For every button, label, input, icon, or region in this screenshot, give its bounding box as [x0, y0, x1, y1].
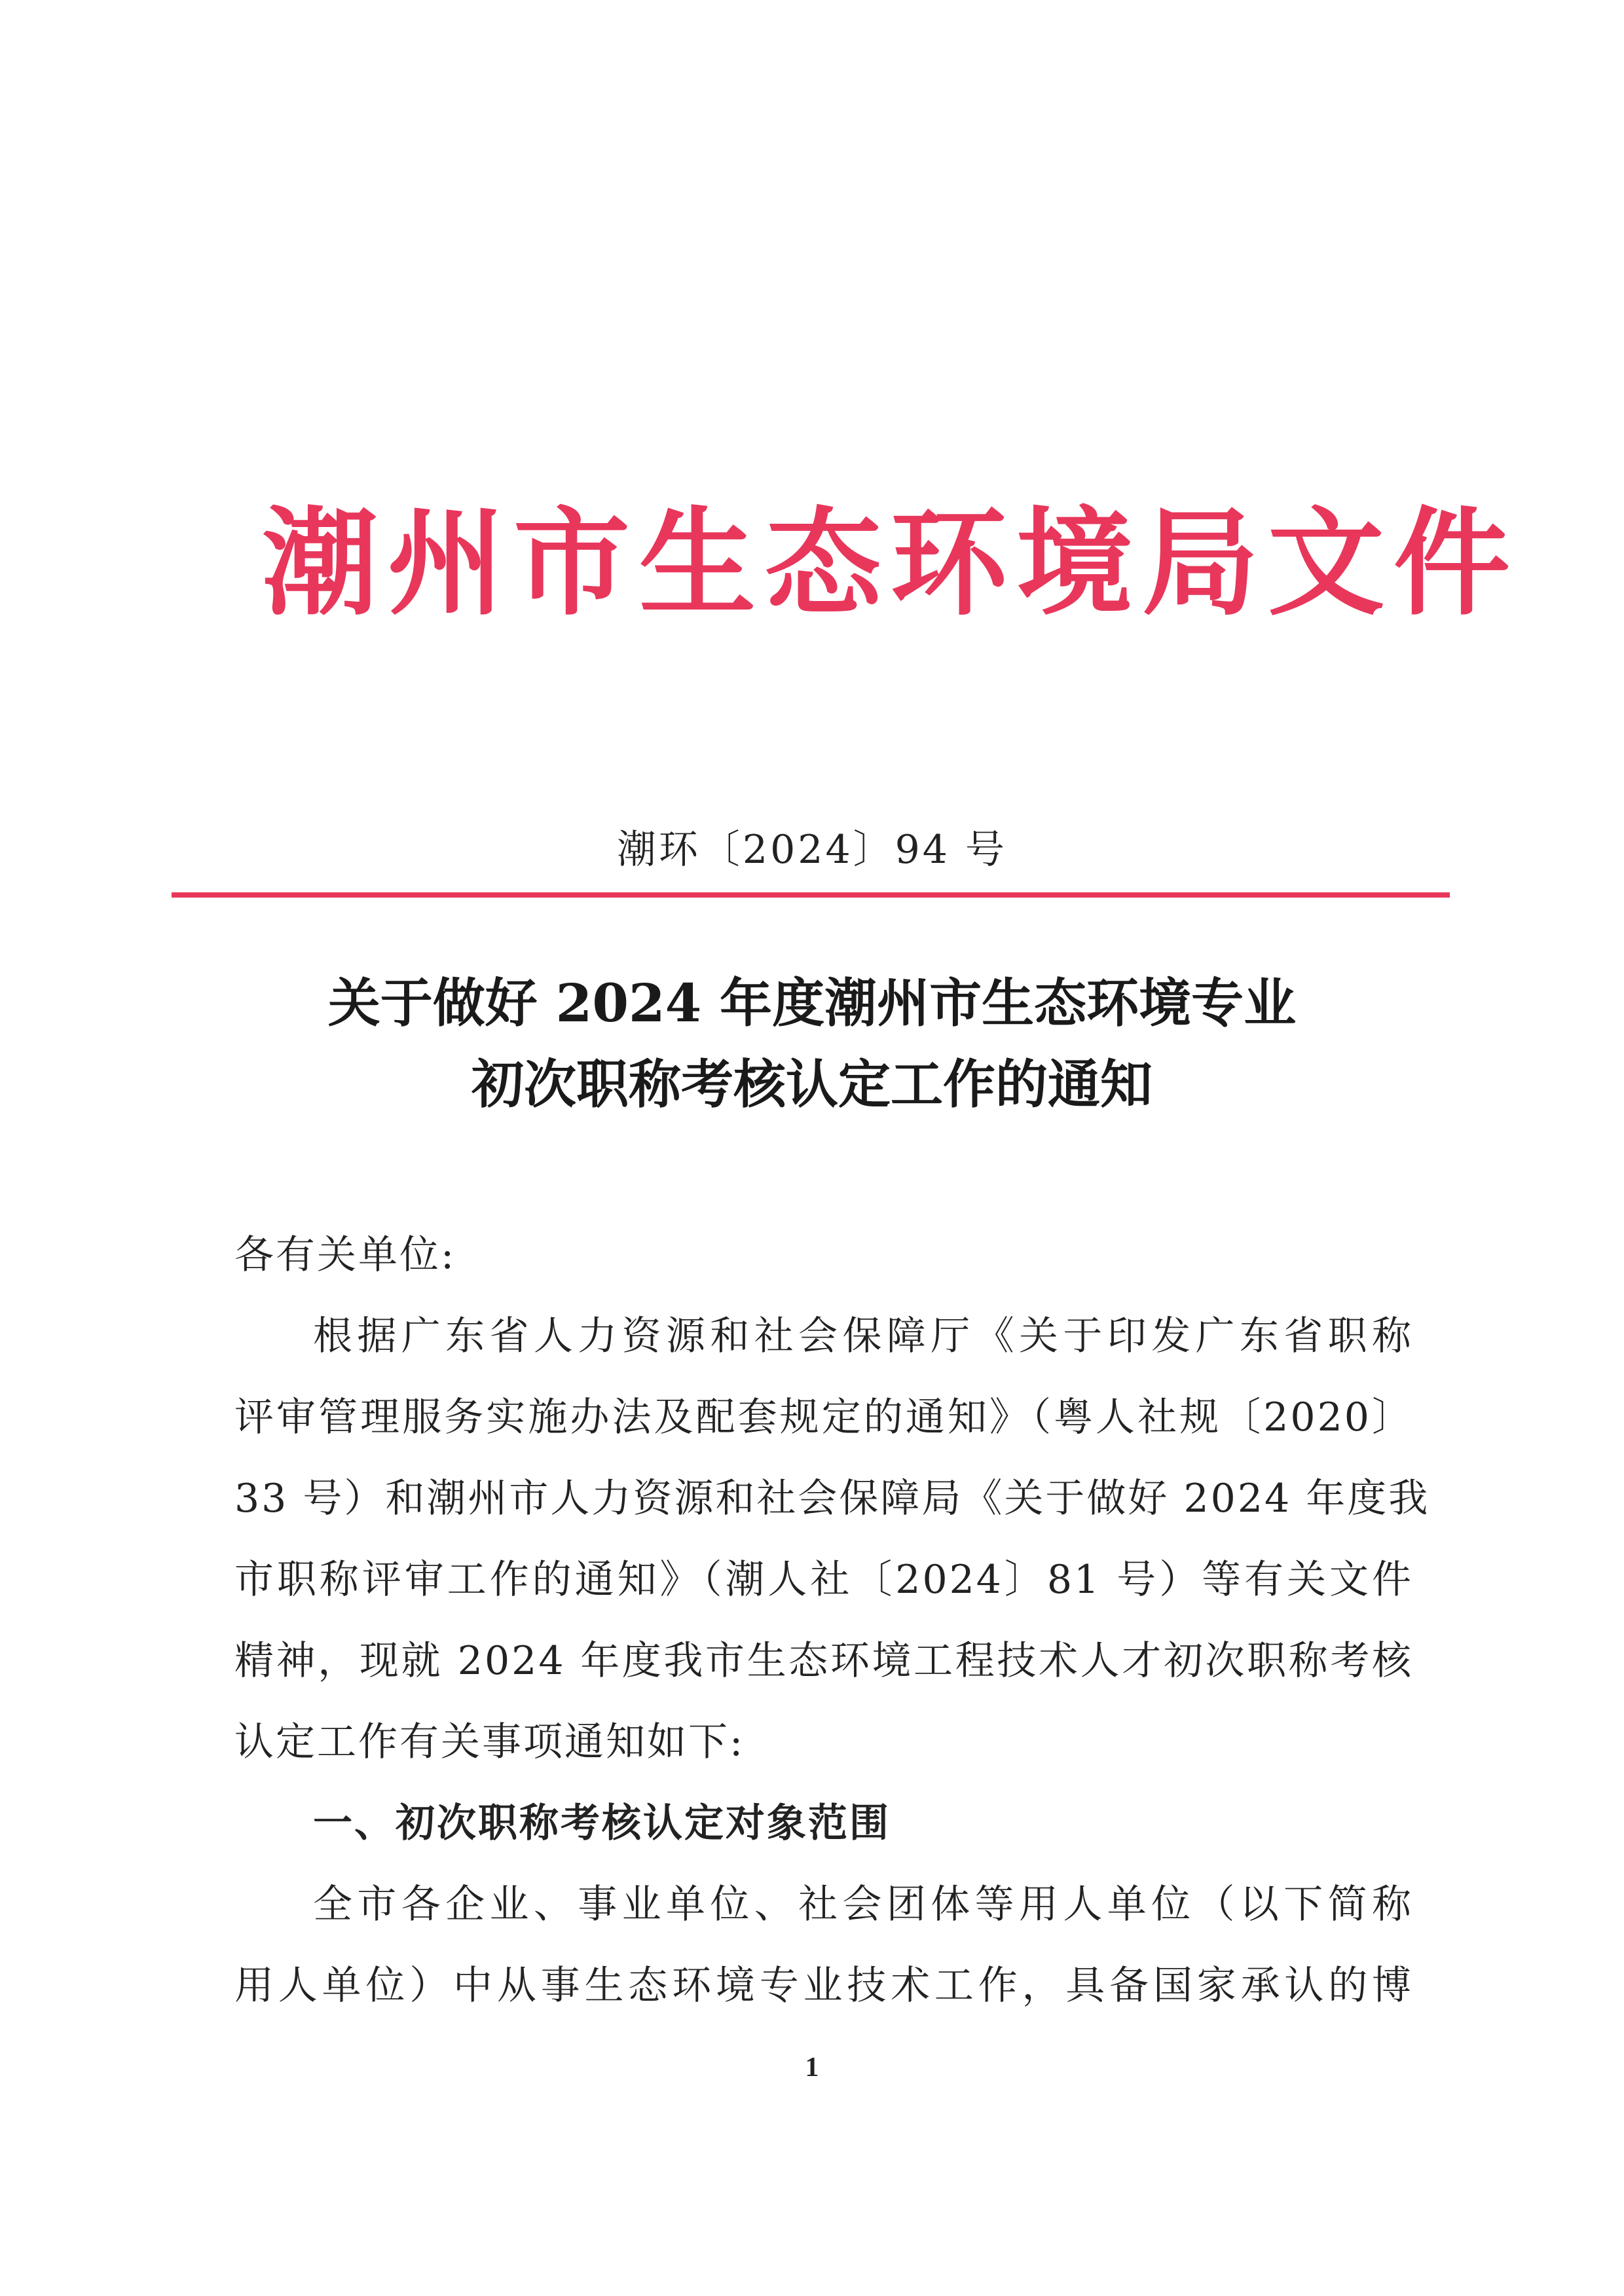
paragraph-line: 33 号）和潮州市人力资源和社会保障局《关于做好 2024 年度我: [234, 1476, 1430, 1522]
paragraph-line: 评审管理服务实施办法及配套规定的通知》（粤人社规〔2020〕: [234, 1394, 1413, 1440]
page-number: 1: [805, 2052, 819, 2083]
paragraph-line: 全市各企业、事业单位、社会团体等用人单位（以下简称: [313, 1882, 1413, 1927]
notice-title: [0, 962, 1624, 1125]
red-divider-line: [172, 892, 1450, 898]
notice-body: [234, 1214, 1430, 2026]
notice-title-line-1: 关于做好 2024 年度潮州市生态环境专业: [327, 972, 1297, 1034]
paragraph-line: 认定工作有关事项通知如下:: [234, 1719, 745, 1765]
paragraph-line: 市职称评审工作的通知》（潮人社〔2024〕81 号）等有关文件: [234, 1557, 1413, 1603]
paragraph-line: 精神，现就 2024 年度我市生态环境工程技术人才初次职称考核: [234, 1638, 1413, 1684]
document-number: 潮环〔2024〕94 号: [616, 827, 1008, 873]
paragraph-line: 用人单位）中从事生态环境专业技术工作，具备国家承认的博: [234, 1963, 1413, 2009]
section-heading: 一、初次职称考核认定对象范围: [313, 1800, 891, 1846]
notice-title-line-2: 初次职称考核认定工作的通知: [471, 1053, 1153, 1115]
masthead-title: 潮州市生态环境局文件: [262, 494, 1519, 631]
paragraph-line: 根据广东省人力资源和社会保障厅《关于印发广东省职称: [313, 1313, 1413, 1359]
salutation: 各有关单位:: [234, 1232, 456, 1278]
